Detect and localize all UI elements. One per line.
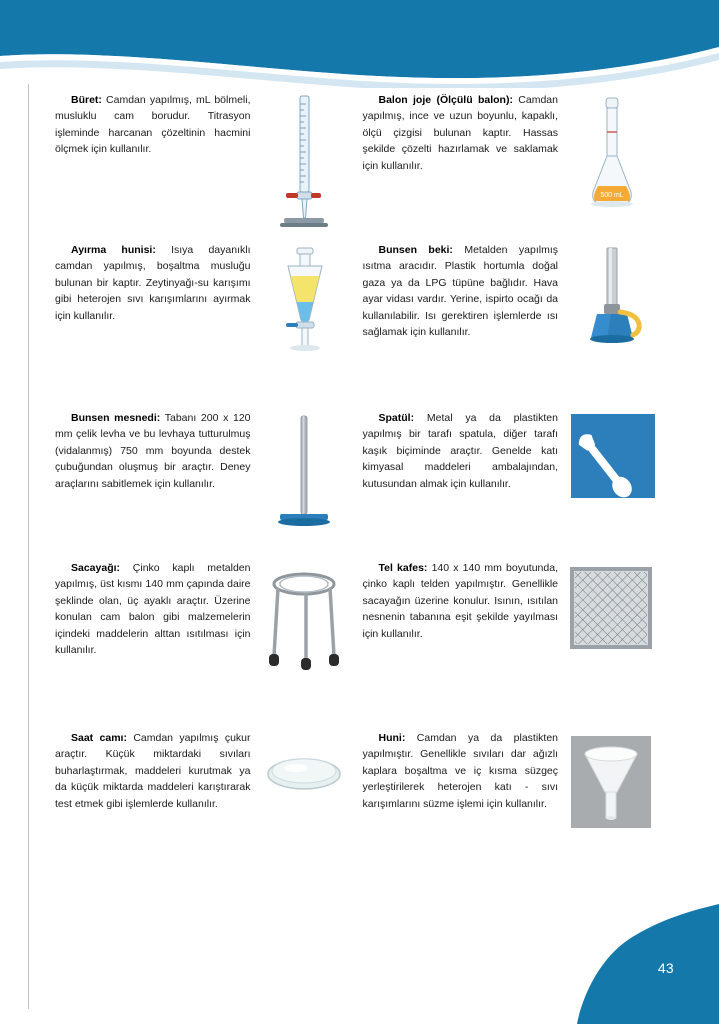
entry-sacayagi	[55, 560, 251, 730]
left-margin-rule	[28, 84, 29, 1009]
list-item	[363, 92, 671, 242]
list-item	[55, 242, 363, 410]
term-label: Büret:	[71, 94, 102, 106]
term-label: Spatül:	[378, 412, 415, 424]
term-label: Sacayağı:	[71, 562, 121, 574]
list-row	[55, 92, 670, 242]
list-item	[55, 730, 363, 890]
list-item	[363, 560, 671, 730]
funnel-illustration	[558, 730, 664, 890]
entry-description: Metal ya da plastikten yapılmış bir tarafı spatula, diğer tarafı kaşık biçiminde araçtır. Genelde katı kimyasal maddeleri ambalajından, kutusundan almak için kullanılır.	[362, 412, 558, 490]
entry-description: Tabanı 200 x 120 mm çelik levha ve bu levhaya tutturulmuş (vidalanmış) 750 mm boyunda destek çubuğundan oluşmuş bir araçtır. Deney araçlarını sabitlemek için kullanılır.	[55, 412, 251, 490]
retort-stand-illustration	[251, 410, 357, 560]
page-header-band	[0, 0, 719, 88]
entry-description: Camdan ya da plastikten yapılmıştır. Genellikle sıvıları dar ağızlı kaplara boşaltma ve iç kısma süzgeç yerleştirilerek heterojen katı - sıvı karışımlarını süzme işlemi için kullanılır.	[362, 732, 558, 810]
entry-spatul	[363, 410, 559, 560]
list-item	[55, 560, 363, 730]
entry-description: Çinko kaplı metalden yapılmış, üst kısmı 140 mm çapında daire şeklinde olan, üç ayaklı araçtır. Üzerine konulan cam balon gibi malzemelerin içindeki maddelerin alttan ısıtılması için kullanılır.	[55, 562, 251, 657]
entry-buret	[55, 92, 251, 242]
entry-tel-kafes	[363, 560, 559, 730]
entry-balon-joje	[363, 92, 559, 242]
entry-ayirma-hunisi	[55, 242, 251, 410]
list-row	[55, 242, 670, 410]
entry-description: Camdan yapılmış, mL bölmeli, musluklu cam borudur. Titrasyon işleminde harcanan çözeltinin hacmini ölçmek için kullanılır.	[55, 94, 251, 156]
list-row	[55, 730, 670, 890]
volumetric-flask-illustration	[558, 92, 664, 242]
entry-bunsen-beki	[363, 242, 559, 410]
term-label: Huni:	[378, 732, 406, 744]
flask-volume-label: 500 mL	[600, 192, 624, 199]
entry-bunsen-mesnedi	[55, 410, 251, 560]
list-item	[363, 730, 671, 890]
term-label: Saat camı:	[71, 732, 127, 744]
page-number: 43	[657, 960, 674, 976]
term-label: Bunsen beki:	[378, 244, 453, 256]
list-item	[55, 92, 363, 242]
page-footer-wedge	[559, 904, 719, 1024]
term-label: Ayırma hunisi:	[71, 244, 156, 256]
equipment-list	[55, 92, 670, 890]
entry-description: Camdan yapılmış çukur araçtır. Küçük miktardaki sıvıları buharlaştırmak, maddeleri kurutmak ya da küçük miktarda maddeleri karıştırarak test etmek gibi işlemlerde kullanılır.	[55, 732, 251, 810]
entry-description: Camdan yapılmış, ince ve uzun boyunlu, kapaklı, ölçü çizgisi bulunan kaptır. Hassas şekilde çözelti hazırlamak ve saklamak için kullanılır.	[362, 94, 558, 172]
tripod-stand-illustration	[251, 560, 357, 730]
entry-description: Isıya dayanıklı camdan yapılmış, boşaltma musluğu bulunan bir kaptır. Zeytinyağı-su karışımı gibi heterojen sıvı karışımlarını ayırmak için kullanılır.	[55, 244, 251, 322]
list-item	[363, 410, 671, 560]
term-label: Tel kafes:	[378, 562, 428, 574]
list-item	[363, 242, 671, 410]
bunsen-burner-illustration	[558, 242, 664, 410]
entry-description: 140 x 140 mm boyutunda, çinko kaplı telden yapılmıştır. Genellikle sacayağın üzerine konulur. Isının, ısıtılan nesnenin tabanına eşit şekilde yayılması için kullanılır.	[362, 562, 558, 640]
entry-saat-cami	[55, 730, 251, 890]
list-row	[55, 410, 670, 560]
list-item	[55, 410, 363, 560]
list-row	[55, 560, 670, 730]
watch-glass-illustration	[251, 730, 357, 890]
buret-illustration	[251, 92, 357, 242]
entry-huni	[363, 730, 559, 890]
term-label: Bunsen mesnedi:	[71, 412, 161, 424]
entry-description: Metalden yapılmış ısıtma aracıdır. Plastik hortumla doğal gaza ya da LPG tüpüne bağlıdır. Hava ayar vidası vardır. Yerine, ispirto ocağı da kullanılabilir. Isı gerektiren işlemlerde ısı sağlamak için kullanılır.	[362, 244, 559, 339]
separatory-funnel-illustration	[251, 242, 357, 410]
spatula-illustration	[558, 410, 664, 560]
term-label: Balon joje (Ölçülü balon):	[378, 94, 513, 106]
wire-gauze-illustration	[558, 560, 664, 730]
